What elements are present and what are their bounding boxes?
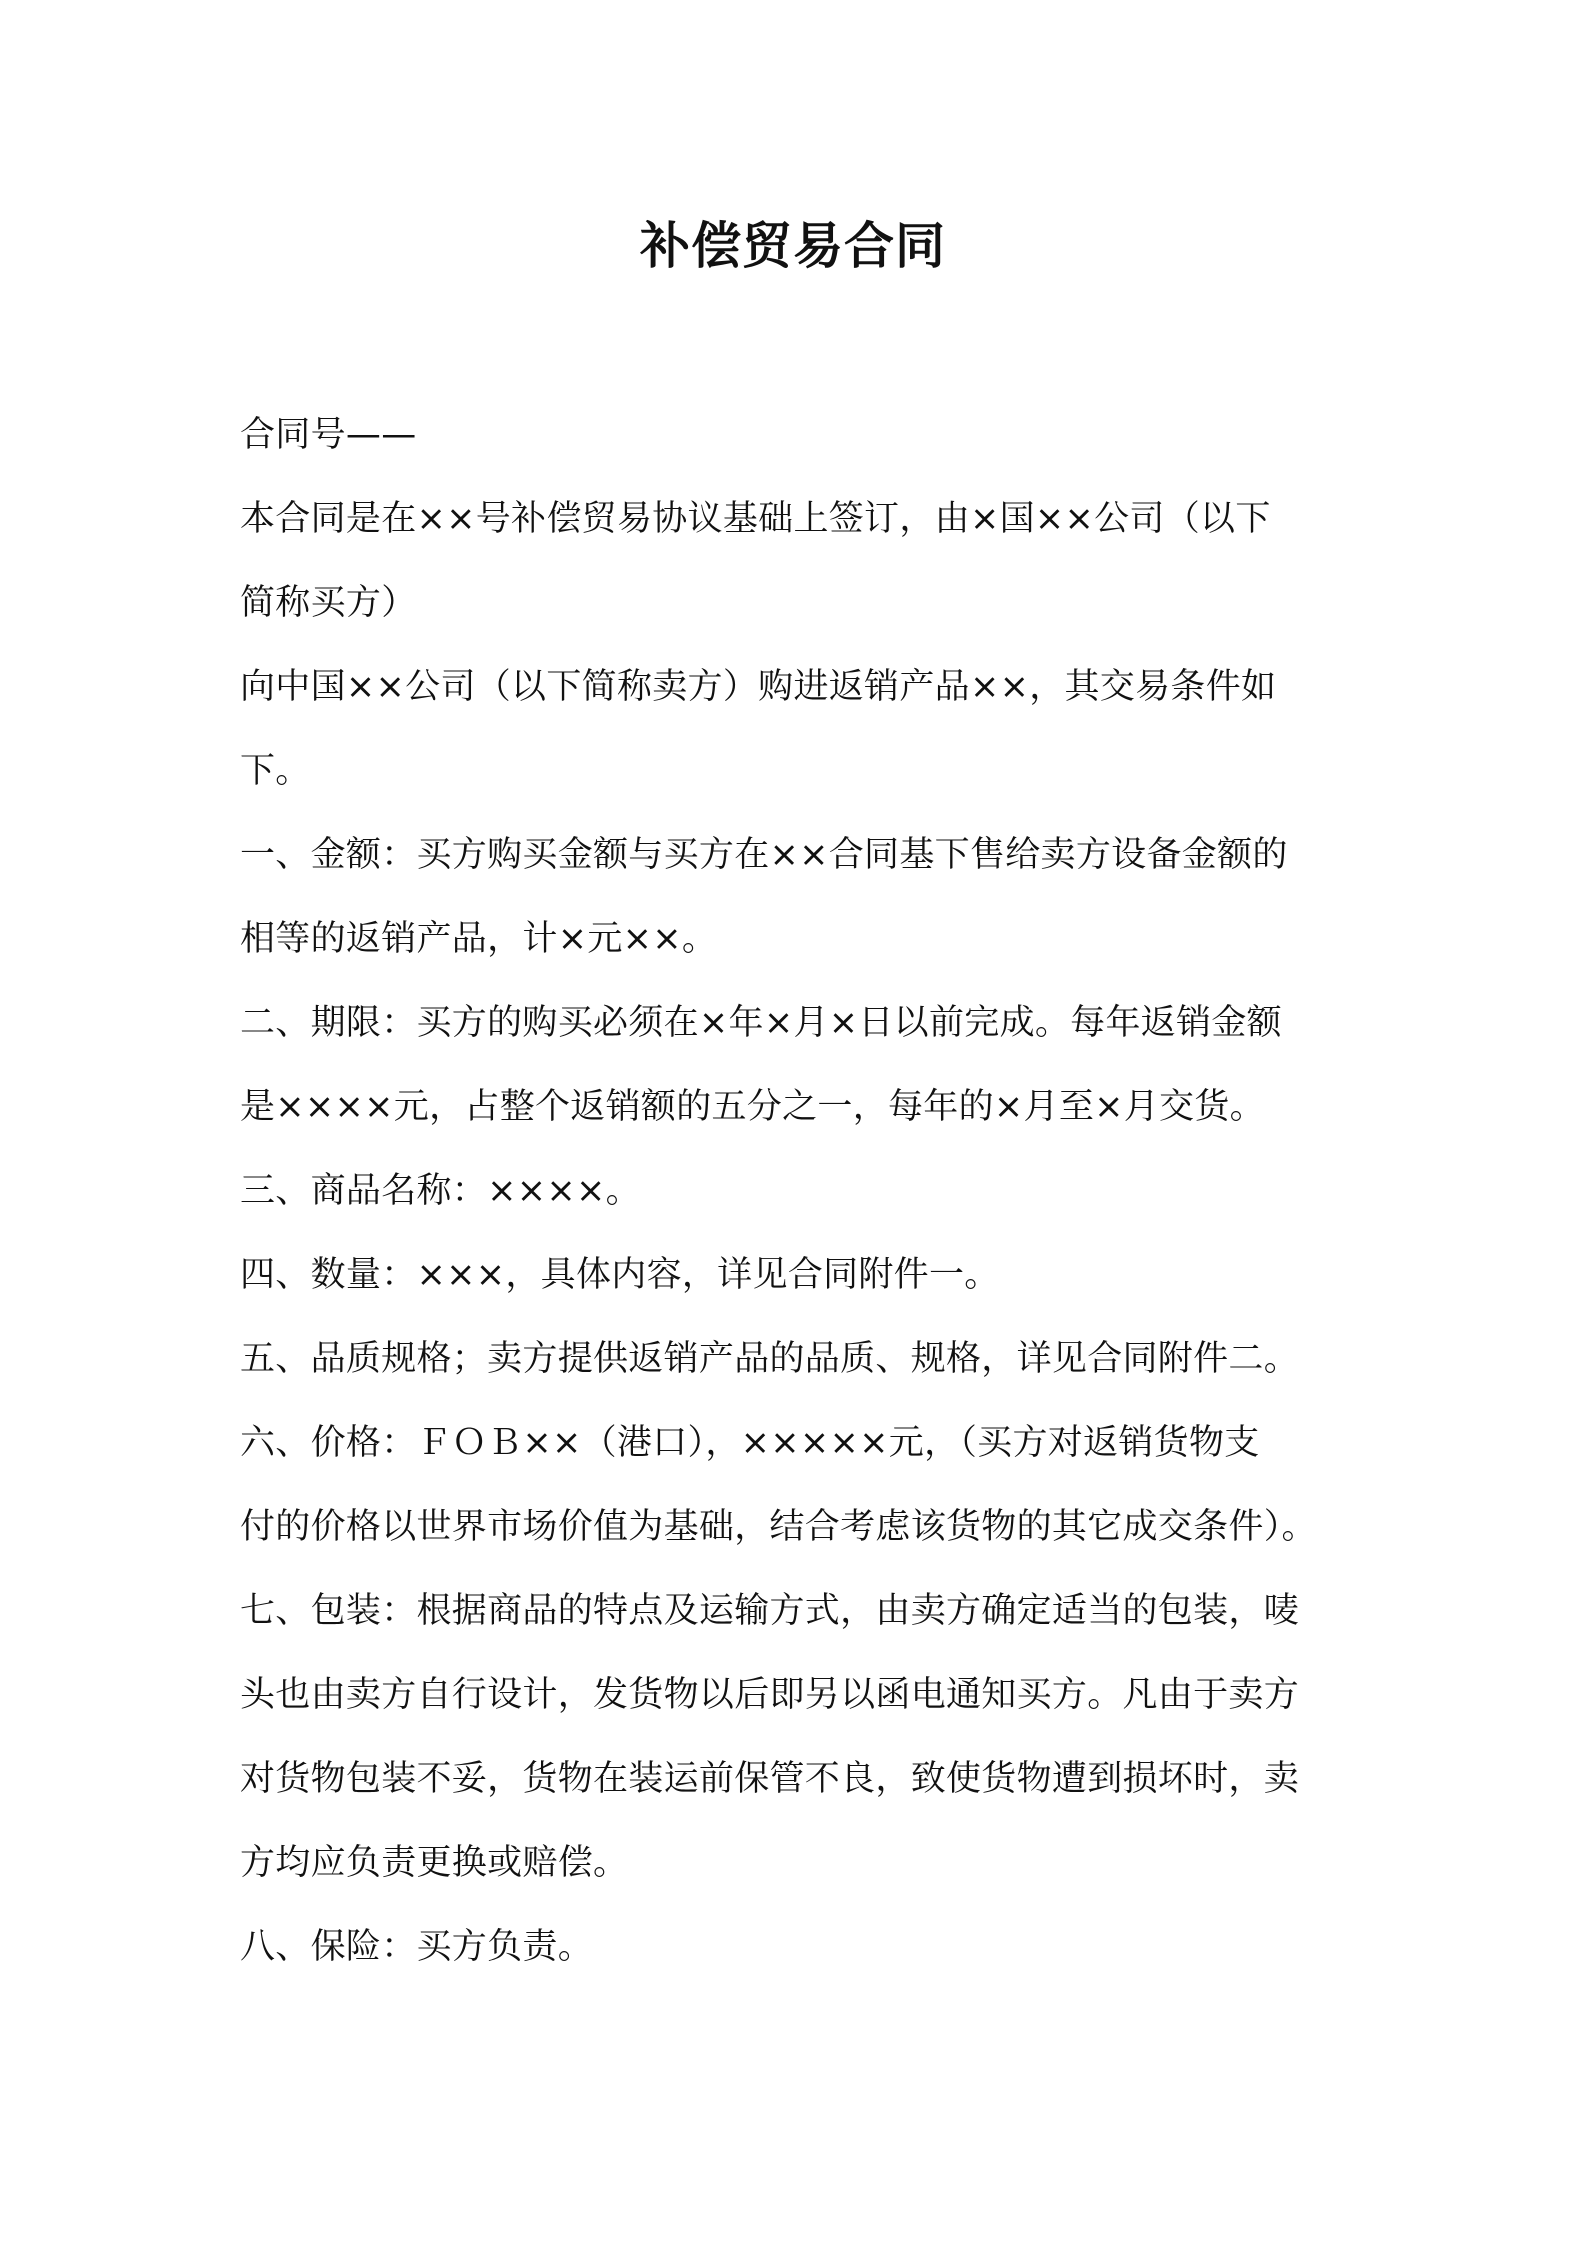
- preamble-line-4: 下。: [240, 751, 311, 791]
- clause-term-line-1: 二、期限：买方的购买必须在×年×月×日以前完成。每年返销金额: [240, 1003, 1282, 1043]
- clause-goods-name: 三、商品名称：××××。: [240, 1171, 641, 1211]
- contract-title: 补偿贸易合同: [640, 217, 946, 275]
- clause-packing-line-1: 七、包装：根据商品的特点及运输方式，由卖方确定适当的包装，唛: [240, 1591, 1300, 1631]
- clause-packing-line-3: 对货物包装不妥，货物在装运前保管不良，致使货物遭到损坏时，卖: [240, 1759, 1300, 1799]
- clause-quantity: 四、数量：×××，具体内容，详见合同附件一。: [240, 1255, 1000, 1295]
- clause-packing-line-4: 方均应负责更换或赔偿。: [240, 1843, 629, 1883]
- clause-price-line-1: 六、价格：ＦＯＢ××（港口），×××××元，（买方对返销货物支: [240, 1423, 1260, 1463]
- clause-amount-line-2: 相等的返销产品，计×元××。: [240, 919, 718, 959]
- clause-quality: 五、品质规格；卖方提供返销产品的品质、规格，详见合同附件二。: [240, 1339, 1300, 1379]
- preamble-line-1: 本合同是在××号补偿贸易协议基础上签订，由×国××公司（以下: [240, 499, 1271, 539]
- clause-price-line-2: 付的价格以世界市场价值为基础，结合考虑该货物的其它成交条件）。: [240, 1507, 1317, 1547]
- clause-term-line-2: 是××××元，占整个返销额的五分之一，每年的×月至×月交货。: [240, 1087, 1265, 1127]
- clause-amount-line-1: 一、金额：买方购买金额与买方在××合同基下售给卖方设备金额的: [240, 835, 1288, 875]
- preamble-line-3: 向中国××公司（以下简称卖方）购进返销产品××，其交易条件如: [240, 667, 1277, 707]
- clause-insurance: 八、保险：买方负责。: [240, 1927, 594, 1967]
- contract-number-line: 合同号——: [240, 415, 417, 455]
- preamble-line-2: 简称买方）: [240, 583, 417, 623]
- clause-packing-line-2: 头也由卖方自行设计，发货物以后即另以函电通知买方。凡由于卖方: [240, 1675, 1300, 1715]
